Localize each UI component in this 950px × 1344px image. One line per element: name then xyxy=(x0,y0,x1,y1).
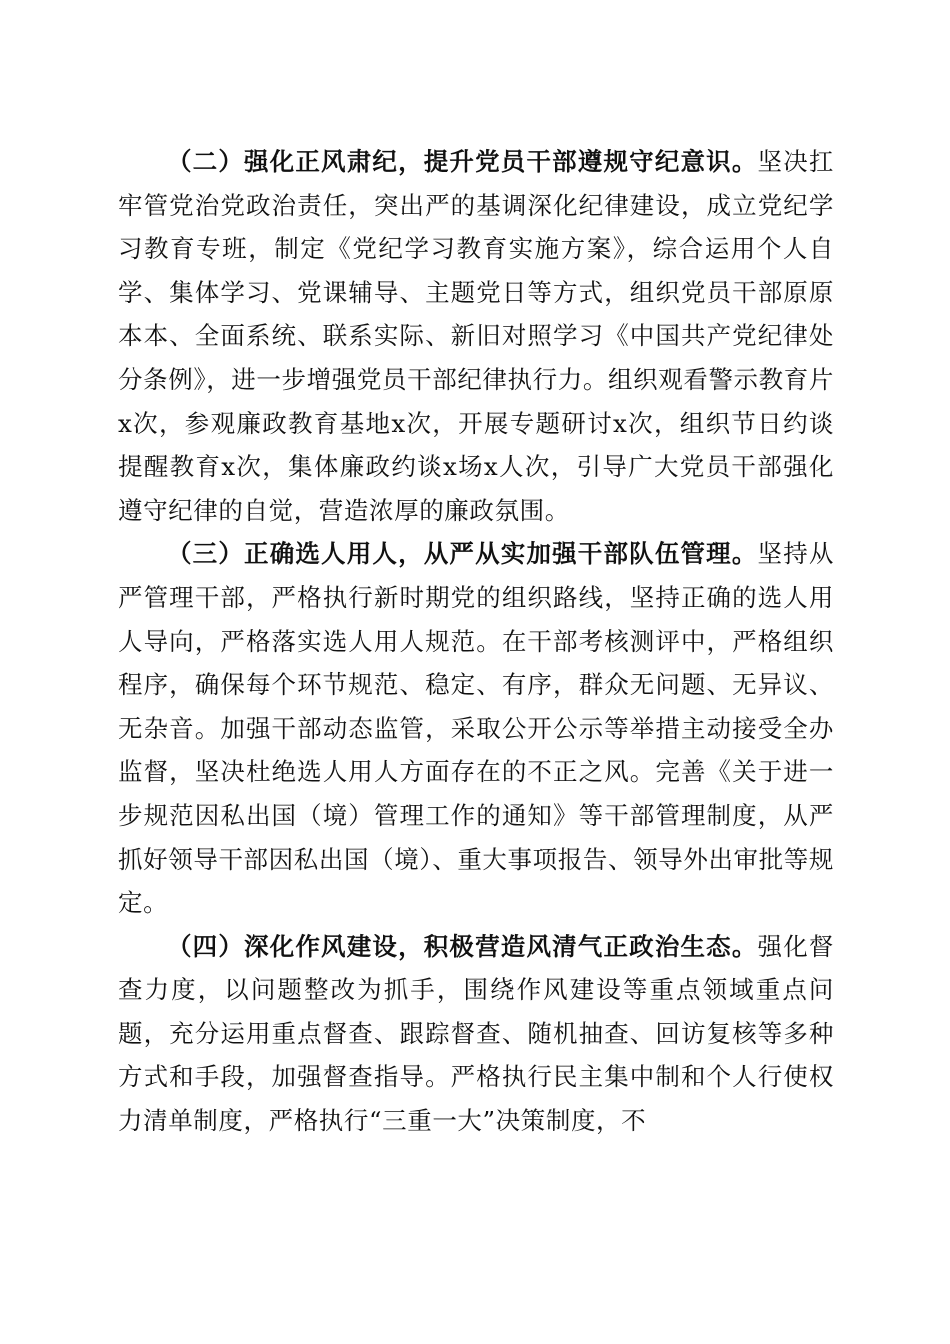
section-four-paragraph xyxy=(118,925,834,1143)
document-body xyxy=(118,140,834,1143)
section-four-text: 强化督查力度，以问题整改为抓手，围绕作风建设等重点领域重点问题，充分运用重点督查、跟踪督查、随机抽查、回访复核等多种方式和手段，加强督查指导。严格执行民主集中制和个人行使权力清单制度，严格执行“三重一大”决策制度，不 xyxy=(118,931,834,1136)
section-two-text: 坚决扛牢管党治党政治责任，突出严的基调深化纪律建设，成立党纪学习教育专班，制定《党纪学习教育实施方案》，综合运用个人自学、集体学习、党课辅导、主题党日等方式，组织党员干部原原本本、全面系统、联系实际、新旧对照学习《中国共产党纪律处分条例》，进一步增强党员干部纪律执行力。组织观看警示教育片x次，参观廉政教育基地x次，开展专题研讨x次，组织节日约谈提醒教育x次，集体廉政约谈x场x人次，引导广大党员干部强化遵守纪律的自觉，营造浓厚的廉政氛围。 xyxy=(118,147,834,525)
section-two-heading: （二）强化正风肃纪，提升党员干部遵规守纪意识。 xyxy=(167,147,758,176)
section-two-paragraph xyxy=(118,140,834,532)
section-four-heading: （四）深化作风建设，积极营造风清气正政治生态。 xyxy=(167,931,758,961)
section-three-heading: （三）正确选人用人，从严从实加强干部队伍管理。 xyxy=(167,539,758,569)
section-three-paragraph xyxy=(118,532,834,924)
section-three-text: 坚持从严管理干部，严格执行新时期党的组织路线，坚持正确的选人用人导向，严格落实选人用人规范。在干部考核测评中，严格组织程序，确保每个环节规范、稳定、有序，群众无问题、无异议、无杂音。加强干部动态监管，采取公开公示等举措主动接受全办监督，坚决杜绝选人用人方面存在的不正之风。完善《关于进一步规范因私出国（境）管理工作的通知》等干部管理制度，从严抓好领导干部因私出国（境）、重大事项报告、领导外出审批等规定。 xyxy=(118,539,834,918)
